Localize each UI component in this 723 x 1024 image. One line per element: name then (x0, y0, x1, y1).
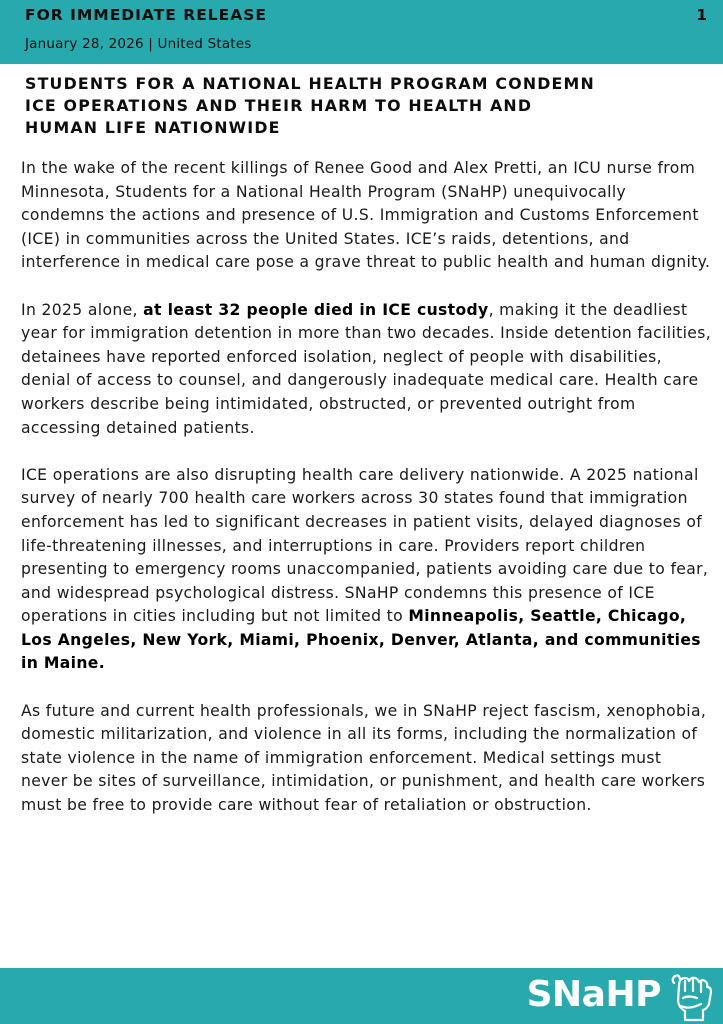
paragraph-2-text: In 2025 alone, (21, 300, 144, 319)
headline-line: STUDENTS FOR A NATIONAL HEALTH PROGRAM CONDEMN (25, 74, 595, 93)
paragraph-3 (21, 464, 711, 676)
paragraph-4: As future and current health professionals, we in SNaHP reject fascism, xenophobia, domestic militarization, and violence in all its forms, including the normalization of state violence in the name of immigration enforcement. Medical settings must never be sites of surveillance, intimidation, or punishment, and health care workers must be free to provide care without fear of retaliation or obstruction. (21, 701, 707, 815)
paragraph-2 (21, 299, 711, 441)
raised-fist-icon (665, 970, 717, 1022)
paragraph-3-cities: Minneapolis, Seattle, Chicago, Los Angeles, New York, Miami, Phoenix, Denver, Atlanta, and communities in Maine. (21, 607, 701, 673)
release-label: FOR IMMEDIATE RELEASE (25, 6, 268, 24)
headline (25, 73, 705, 139)
header-band (0, 0, 723, 64)
snahp-logo: SNaHP (526, 974, 661, 1015)
headline-line: ICE OPERATIONS AND THEIR HARM TO HEALTH AND (25, 96, 533, 115)
paragraph-2-text: , making it the deadliest year for immigration detention in more than two decades. Inside detention facilities, detainees have reported enforced isolation, neglect of people with disabilities, denial of access to counsel, and dangerously inadequate medical care. Health care workers describe being intimidated, obstructed, or prevented outright from accessing detained patients. (21, 300, 712, 437)
paragraph-1: In the wake of the recent killings of Renee Good and Alex Pretti, an ICU nurse from Minnesota, Students for a National Health Program (SNaHP) unequivocally condemns the actions and presence of U.S. Immigration and Customs Enforcement (ICE) in communities across the United States. ICE’s raids, detentions, and interference in medical care pose a grave threat to public health and human dignity. (21, 159, 711, 272)
paragraph-3-text: ICE operations are also disrupting health care delivery nationwide. A 2025 national survey of nearly 700 health care workers across 30 states found that immigration enforcement has led to significant decreases in patient visits, delayed diagnoses of life-threatening illnesses, and interruptions in care. Providers report children presenting to emergency rooms unaccompanied, patients avoiding care due to fear, and widespread psychological distress. SNaHP condemns this presence of ICE operations in cities including but not limited to (21, 465, 709, 626)
page-number: 1 (696, 6, 707, 24)
paragraph-2-highlight: at least 32 people died in ICE custody (143, 300, 489, 319)
article-body (21, 157, 711, 841)
dateline: January 28, 2026 | United States (25, 36, 252, 52)
headline-line: HUMAN LIFE NATIONWIDE (25, 118, 281, 137)
footer-band (0, 968, 723, 1024)
